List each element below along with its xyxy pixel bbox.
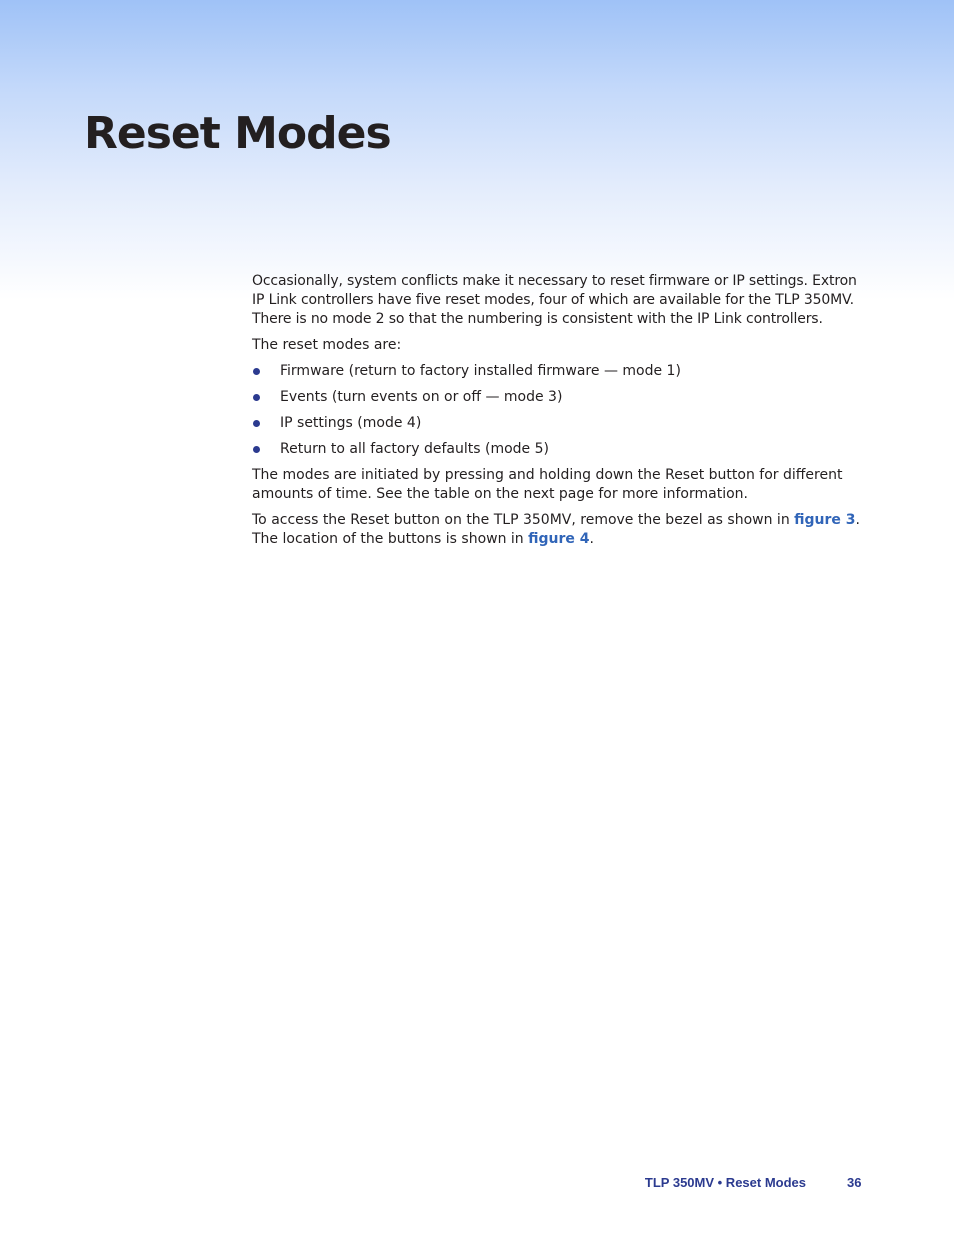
page-number: 36 [847, 1175, 862, 1190]
page-title: Reset Modes [84, 108, 391, 159]
list-item [252, 388, 862, 407]
list-item-text: IP settings (mode 4) [280, 415, 422, 431]
list-item [252, 414, 862, 433]
figure-4-link[interactable]: figure 4 [528, 531, 590, 547]
bullet-icon [253, 394, 260, 401]
bullet-icon [253, 420, 260, 427]
access-paragraph [252, 511, 862, 549]
list-item-text: Firmware (return to factory installed firmware — mode 1) [280, 363, 681, 379]
body-content [252, 272, 862, 556]
intro-paragraph: Occasionally, system conflicts make it necessary to reset firmware or IP settings. Extron IP Link controllers have five reset modes, four of which are available for the TLP 350MV. There is no mode 2 so that the numbering is consistent with the IP Link controllers. [252, 273, 857, 327]
footer-product-section: TLP 350MV • Reset Modes [644, 1175, 806, 1190]
access-text-1: To access the Reset button on the TLP 350MV, remove the bezel as shown in [252, 512, 795, 528]
list-item-text: Events (turn events on or off — mode 3) [280, 389, 563, 405]
list-item [252, 440, 862, 459]
list-item-text: Return to all factory defaults (mode 5) [280, 441, 549, 457]
access-text-3: . [589, 531, 594, 547]
access-text-2: . The location of the buttons is shown in [252, 512, 860, 547]
bullet-icon [253, 368, 260, 375]
reset-modes-list [252, 362, 862, 459]
list-item [252, 362, 862, 381]
list-intro: The reset modes are: [252, 337, 402, 353]
figure-3-link[interactable]: figure 3 [794, 512, 856, 528]
modes-note-paragraph: The modes are initiated by pressing and holding down the Reset button for different amounts of time. See the table on the next page for more information. [252, 467, 843, 502]
bullet-icon [253, 446, 260, 453]
